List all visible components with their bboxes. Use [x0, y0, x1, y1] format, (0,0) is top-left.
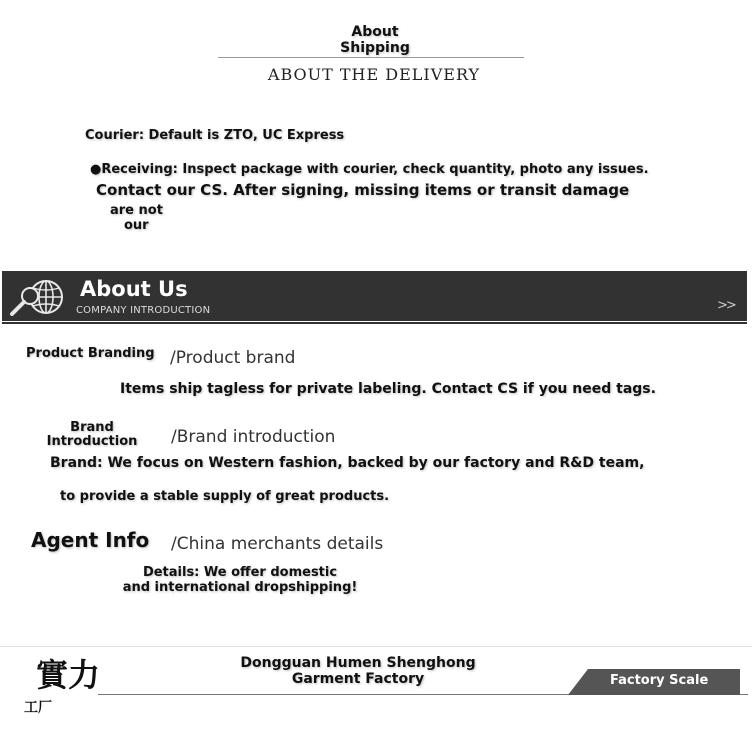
- brand-introduction-label: [46, 421, 138, 449]
- banner-arrow-icon: >>: [717, 298, 735, 313]
- product-branding-label: Product Branding: [26, 346, 155, 361]
- liability-line1: are not: [110, 203, 163, 218]
- agent-info-text-line1: Details: We offer domestic: [142, 565, 338, 580]
- shipping-title: [300, 24, 450, 56]
- agent-info-text: [120, 565, 360, 595]
- contact-text: Contact our CS. After signing, missing items or transit damage: [96, 181, 630, 199]
- shipping-title-line1: About: [351, 24, 399, 40]
- agent-info-subtitle: /China merchants details: [171, 534, 384, 554]
- factory-name: [230, 655, 486, 687]
- globe-magnifier-icon: [8, 276, 66, 318]
- receiving-text: ●Receiving: Inspect package with courier, check quantity, photo any issues.: [90, 162, 649, 177]
- about-banner-underline: [2, 322, 747, 324]
- shipping-title-line2: Shipping: [340, 40, 410, 56]
- agent-info-text-line2: and international dropshipping!: [122, 580, 358, 595]
- courier-text: Courier: Default is ZTO, UC Express: [85, 128, 345, 143]
- about-us-subtitle: COMPANY INTRODUCTION: [76, 305, 211, 316]
- brand-introduction-label-line1: Brand: [70, 420, 114, 435]
- shipping-divider: [218, 57, 524, 58]
- brand-introduction-label-line2: Introduction: [46, 434, 138, 449]
- product-branding-text: Items ship tagless for private labeling. Contact CS if you need tags.: [120, 381, 656, 397]
- brand-introduction-text-line2: to provide a stable supply of great products.: [60, 489, 390, 504]
- logo-small-glyphs: 工厂: [24, 700, 52, 716]
- about-us-title: About Us: [80, 277, 188, 301]
- product-branding-subtitle: /Product brand: [170, 348, 296, 368]
- shipping-subtitle: ABOUT THE DELIVERY: [267, 65, 481, 84]
- brand-introduction-subtitle: /Brand introduction: [171, 427, 336, 447]
- liability-line2: our: [124, 218, 149, 233]
- brand-introduction-text-line1: Brand: We focus on Western fashion, backed by our factory and R&D team,: [50, 455, 645, 471]
- factory-scale-label: Factory Scale: [610, 673, 709, 688]
- agent-info-label: Agent Info: [31, 528, 150, 552]
- factory-logo: [24, 648, 114, 720]
- factory-name-line1: Dongguan Humen Shenghong: [240, 655, 476, 671]
- logo-main-glyphs: 實力: [36, 656, 101, 694]
- factory-name-line2: Garment Factory: [291, 671, 425, 687]
- footer-top-divider: [0, 646, 752, 647]
